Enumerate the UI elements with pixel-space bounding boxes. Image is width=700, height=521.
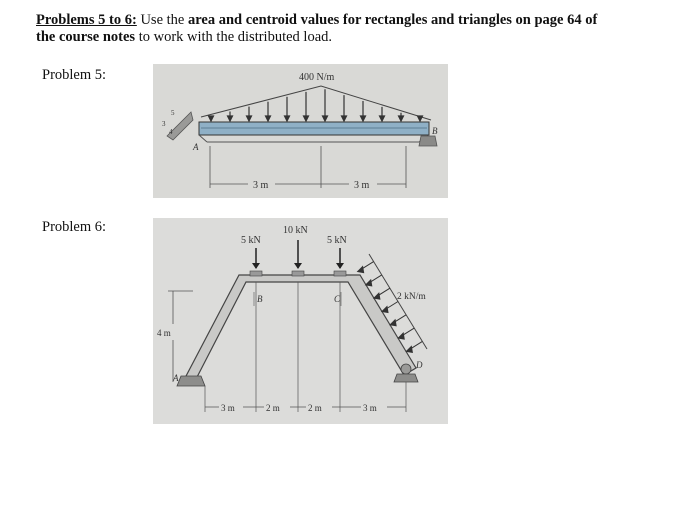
slope-3: 3 bbox=[162, 120, 166, 128]
heading-text-1: Use the bbox=[136, 12, 188, 28]
joint-a-label: A bbox=[173, 373, 179, 383]
problem-5-figure bbox=[153, 64, 448, 198]
dim-left-label: 3 m bbox=[253, 180, 269, 191]
slope-4: 4 bbox=[169, 128, 173, 136]
load-left-label: 5 kN bbox=[241, 235, 261, 246]
joint-d-label: D bbox=[416, 360, 423, 370]
heading-bold-1: area and centroid values for rectangles and triangles on page 64 of bbox=[187, 12, 598, 28]
support-b-label: B bbox=[432, 126, 438, 136]
dim-4-label: 3 m bbox=[363, 403, 377, 413]
heading-text-2: to work with the distributed load. bbox=[135, 29, 333, 45]
joint-c-label: C bbox=[334, 294, 341, 304]
heading-bold-2: the course notes bbox=[36, 29, 136, 45]
problems-range-label: Problems 5 to 6: bbox=[36, 12, 137, 28]
dim-1-label: 3 m bbox=[221, 403, 235, 413]
slope-5: 5 bbox=[171, 109, 175, 117]
support-a-label: A bbox=[193, 142, 199, 152]
load-intensity-label: 400 N/m bbox=[299, 72, 335, 83]
dist-load-label: 2 kN/m bbox=[397, 292, 426, 302]
load-mid-label: 10 kN bbox=[283, 225, 308, 236]
joint-b-label: B bbox=[257, 294, 263, 304]
height-label: 4 m bbox=[157, 328, 171, 338]
dim-3-label: 2 m bbox=[308, 403, 322, 413]
dim-right-label: 3 m bbox=[354, 180, 370, 191]
load-right-label: 5 kN bbox=[327, 235, 347, 246]
problem-6-figure bbox=[153, 218, 448, 424]
problem-5-label: Problem 5: bbox=[42, 67, 107, 83]
instructions-heading bbox=[36, 12, 676, 46]
problem-6-label: Problem 6: bbox=[42, 219, 107, 235]
dim-2-label: 2 m bbox=[266, 403, 280, 413]
